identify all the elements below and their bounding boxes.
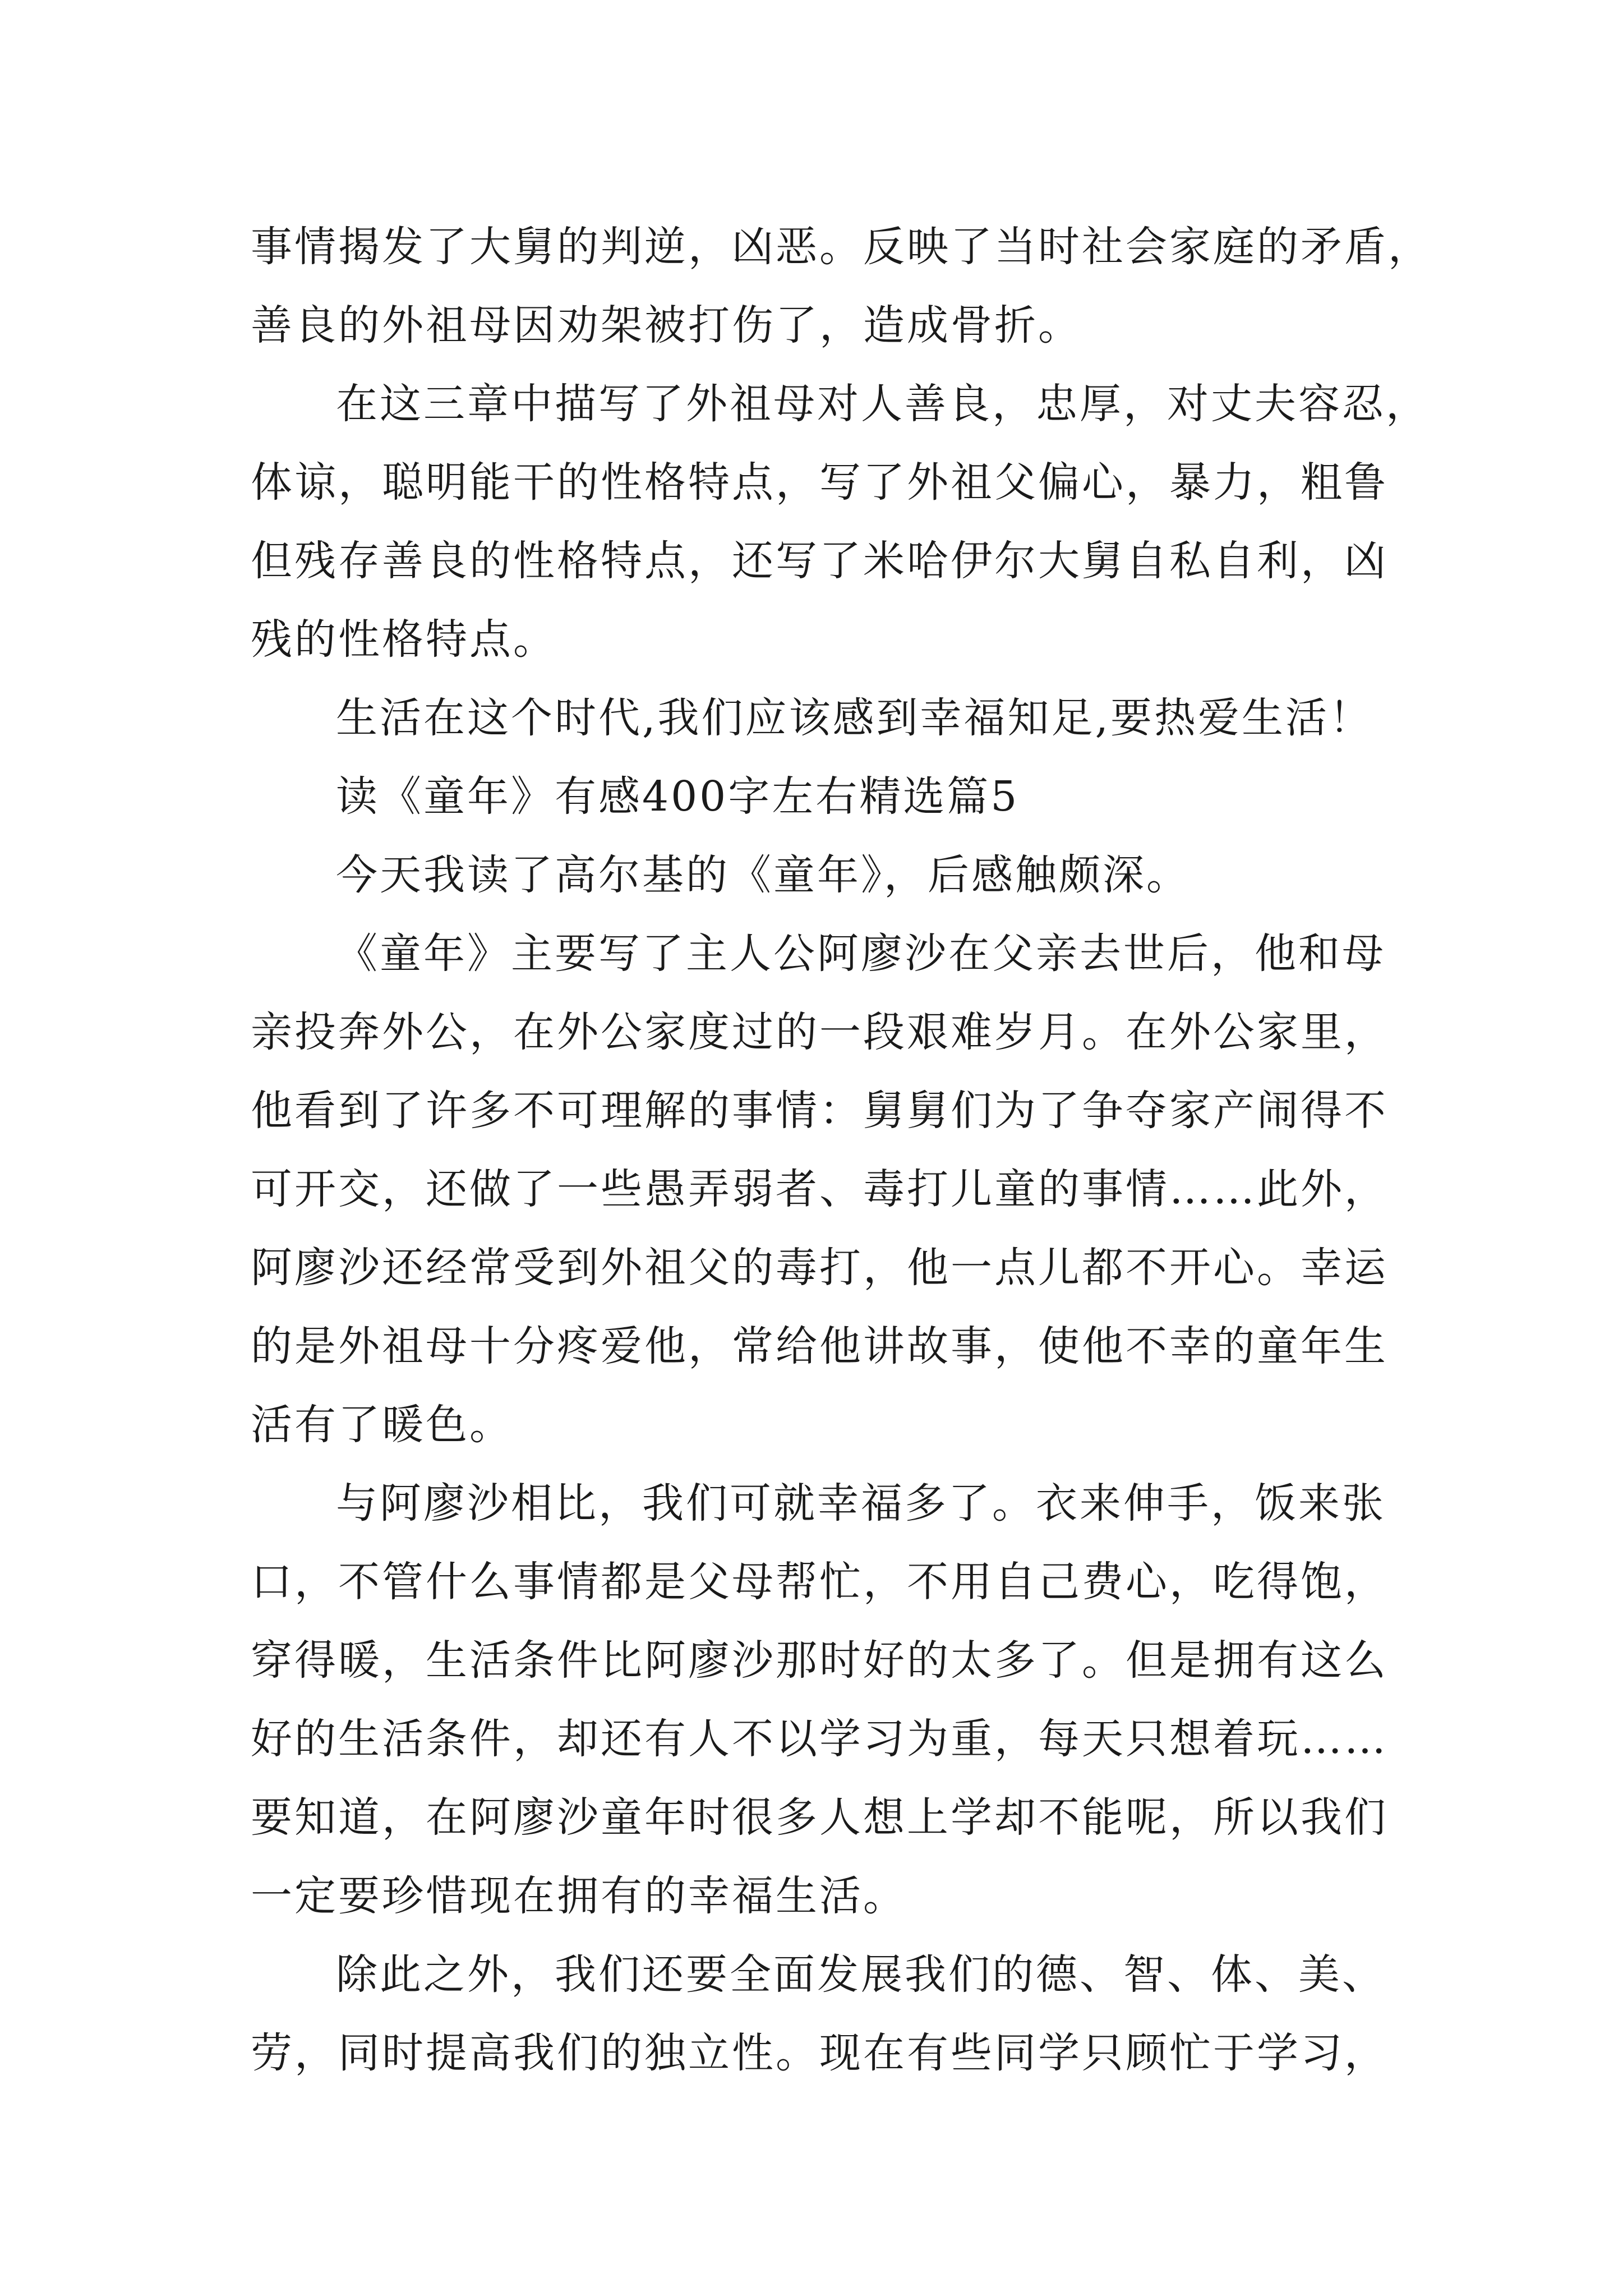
text-line: 穿得暖，生活条件比阿廖沙那时好的太多了。但是拥有这么 [251, 1636, 1388, 1685]
text-line: 可开交，还做了一些愚弄弱者、毒打儿童的事情……此外， [251, 1165, 1388, 1213]
text-line: 劳，同时提高我们的独立性。现在有些同学只顾忙于学习， [251, 2029, 1388, 2077]
paragraph [251, 365, 1430, 679]
text-line: 残的性格特点。 [251, 615, 557, 664]
text-line: 今天我读了高尔基的《童年》，后感触颇深。 [336, 851, 1190, 899]
text-line: 口，不管什么事情都是父母帮忙，不用自己费心，吃得饱， [251, 1558, 1388, 1606]
text-line: 《童年》主要写了主人公阿廖沙在父亲去世后，他和母 [336, 930, 1386, 978]
paragraph [251, 208, 1432, 365]
paragraph [251, 679, 1372, 757]
text-line: 生活在这个时代,我们应该感到幸福知足,要热爱生活！ [336, 694, 1373, 742]
text-line: 阿廖沙还经常受到外祖父的毒打，他一点儿都不开心。幸运 [251, 1244, 1388, 1292]
text-line: 好的生活条件，却还有人不以学习为重，每天只想着玩…… [251, 1715, 1388, 1763]
text-line: 他看到了许多不可理解的事情：舅舅们为了争夺家产闹得不 [251, 1087, 1388, 1135]
paragraph [251, 914, 1388, 1464]
text-line: 善良的外祖母因劝架被打伤了，造成骨折。 [251, 301, 1082, 349]
text-line: 一定要珍惜现在拥有的幸福生活。 [251, 1872, 907, 1920]
text-line: 读《童年》有感400字左右精选篇5 [336, 772, 1020, 821]
text-line: 活有了暖色。 [251, 1401, 513, 1449]
text-line: 要知道，在阿廖沙童年时很多人想上学却不能呢，所以我们 [251, 1793, 1388, 1842]
text-line: 的是外祖母十分疼爱他，常给他讲故事，使他不幸的童年生 [251, 1322, 1388, 1370]
text-line: 在这三章中描写了外祖母对人善良，忠厚，对丈夫容忍， [336, 380, 1430, 428]
document-body [251, 208, 1432, 2092]
text-line: 与阿廖沙相比，我们可就幸福多了。衣来伸手，饭来张 [336, 1479, 1386, 1527]
text-line: 除此之外，我们还要全面发展我们的德、智、体、美、 [336, 1950, 1386, 1999]
text-line: 体谅，聪明能干的性格特点，写了外祖父偏心，暴力，粗鲁 [251, 458, 1388, 507]
text-line: 亲投奔外公，在外公家度过的一段艰难岁月。在外公家里， [251, 1008, 1388, 1056]
paragraph [251, 836, 1372, 914]
text-line: 但残存善良的性格特点，还写了米哈伊尔大舅自私自利，凶 [251, 537, 1388, 585]
section-heading [251, 757, 1372, 836]
paragraph [251, 1464, 1388, 1935]
paragraph [251, 1935, 1388, 2092]
text-line: 事情揭发了大舅的判逆，凶恶。反映了当时社会家庭的矛盾， [251, 223, 1432, 271]
